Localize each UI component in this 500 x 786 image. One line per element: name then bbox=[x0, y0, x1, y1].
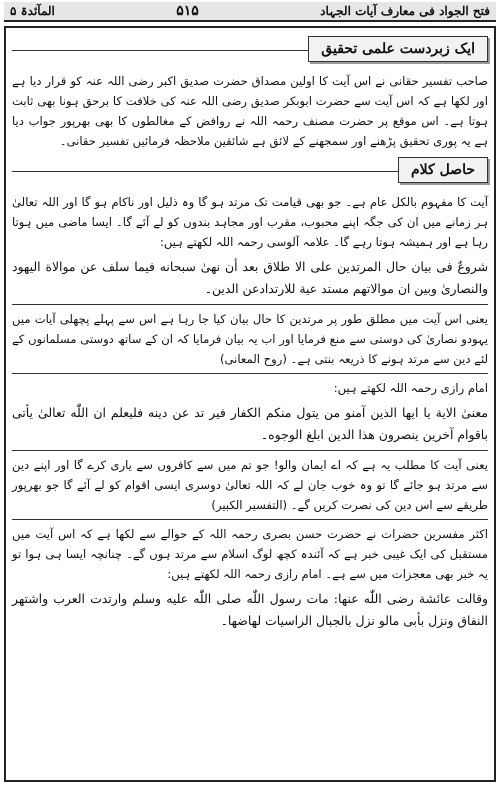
page-frame bbox=[4, 26, 496, 782]
page-body bbox=[12, 34, 488, 774]
divider bbox=[12, 450, 488, 451]
divider bbox=[12, 519, 488, 520]
section-heading: حاصل کلام bbox=[398, 157, 488, 183]
arabic-quote: شروعٌ فی بیان حال المرتدین علی الا طلاق بعد أن نهیٰ سبحانه فیما سلف عن موالاة الیهود والنصاریٰ وبین ان موالاتهم مستد عیة للارتدادعن الدین۔ bbox=[12, 259, 488, 296]
page-number: ۵۱۵ bbox=[176, 3, 199, 19]
body-paragraph: آیت کا مفہوم بالکل عام ہے۔ جو بھی قیامت تک مرتد ہو گا وہ ذلیل اور ناکام ہو گا اور اللہ تعالیٰ ہر زمانے میں ان کی جگہ اپنے محبوب، مقرب اور مجاہد بندوں کو لے آئے گا۔ ایسا ماضی میں ہوتا رہا ہے اور ہمیشہ ہوتا رہے گا۔ علامہ آلوسی رحمہ اللہ لکھتے ہیں: bbox=[12, 195, 488, 249]
body-paragraph: یعنی اس آیت میں مطلق طور پر مرتدین کا حال بیان کیا جا رہا ہے اس سے پہلے پچھلی آیات میں یہودو نصاریٰ کی دوستی سے منع فرمایا اور اب یہ بیان فرمایا کہ ان کے ساتھ دوستی مسلمانوں کے لئے دین سے مرتد ہونے کا ذریعہ بنتی ہے۔ (روح المعانی) bbox=[12, 312, 488, 366]
divider bbox=[12, 304, 488, 305]
page-header bbox=[4, 2, 496, 22]
section-heading: ایک زبردست علمی تحقیق bbox=[308, 36, 488, 62]
surah-label: المآئدۃ ۵ bbox=[10, 4, 55, 18]
body-paragraph: امام رازی رحمہ اللہ لکھتے ہیں: bbox=[333, 381, 488, 395]
body-paragraph: یعنی آیت کا مطلب یہ ہے کہ اے ایمان والو! جو تم میں سے کافروں سے یاری کرے گا اور اپنے دین سے مرتد ہو جائے گا تو وہ خوب جان لے کہ اللہ تعالیٰ دوسری ایسی اقوام کو لے آئے گا جو بھرپور طریقے سے اس دین کی نصرت کریں گے۔ (التفسیر الکبیر) bbox=[12, 458, 488, 512]
body-paragraph: صاحب تفسیر حقانی نے اس آیت کا اولین مصداق حضرت صدیق اکبر رضی اللہ عنہ کو قرار دیا ہے اور لکھا ہے کہ اس آیت سے حضرت ابوبکر صدیق رضی اللہ عنہ کی خلافت کا برحق ہونا بھی ثابت ہوتا ہے۔ اس موقع پر حضرت مصنف رحمہ اللہ نے روافض کے مغالطوں کا بھی بھرپور جواب دیا ہے یہ پوری تحقیق پڑھنے اور سمجھنے کے لائق ہے شائقین ملاحظہ فرمائیں تفسیر حقانی۔ bbox=[12, 74, 488, 148]
divider bbox=[12, 373, 488, 374]
arabic-quote: معنیٰ الایة یا ایها الذین آمنو من یتول منکم الکفار فیر تد عن دینه فلیعلم ان اللّٰه تعالیٰ یأتی باقوام آخرین ینصرون هذا الدین ابلغ الوجوه۔ bbox=[12, 405, 488, 442]
book-title: فتح الجواد فی معارف آیات الجہاد bbox=[320, 4, 490, 18]
body-paragraph: اکثر مفسرین حضرات نے حضرت حسن بصری رحمہ اللہ کے حوالے سے لکھا ہے کہ اس آیت میں مستقبل کی ایک غیبی خبر ہے کہ آئندہ کچھ لوگ اسلام سے مرتد ہوں گے۔ چنانچہ ایسا ہی ہوا تو یہ خبر بھی معجزات میں سے ہے۔ امام رازی رحمہ اللہ لکھتے ہیں: bbox=[12, 527, 488, 581]
arabic-quote: وقالت عائشة رضی اللّٰه عنها: مات رسول اللّٰه صلی اللّٰه علیه وسلم وارتدت العرب واشتهر النفاق ونزل بأبی مالو نزل بالجبال الراسیات لهاضها۔ bbox=[12, 591, 488, 628]
